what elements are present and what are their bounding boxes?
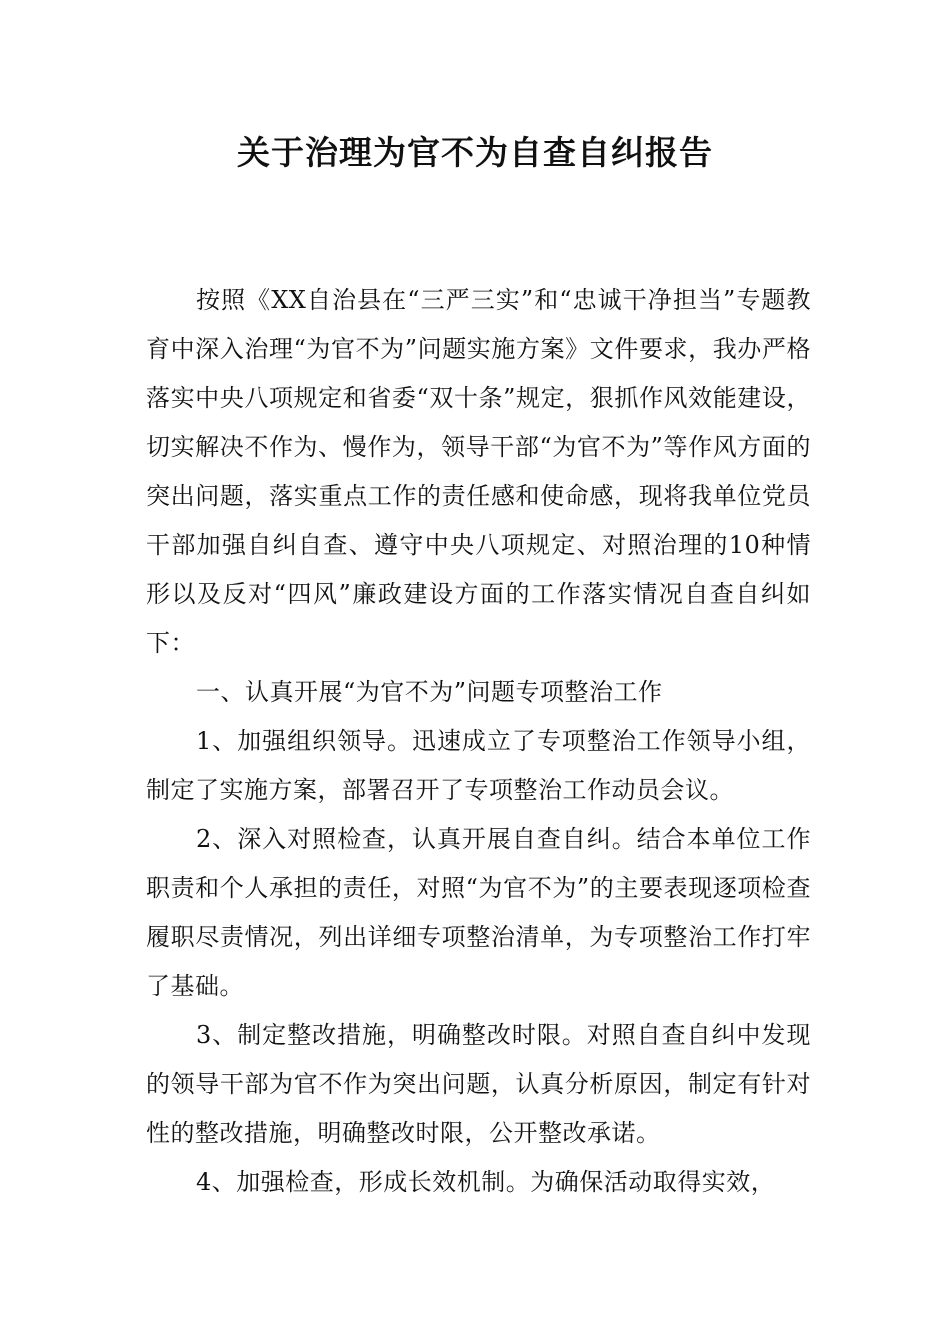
paragraph-item-4: 4、加强检查，形成长效机制。为确保活动取得实效，	[196, 1168, 776, 1196]
document-title: 关于治理为官不为自查自纠报告	[237, 133, 713, 172]
paragraph-item-3: 3、制定整改措施，明确整改时限。对照自查自纠中发现的领导干部为官不作为突出问题，认真分析原因，制定有针对性的整改措施，明确整改时限，公开整改承诺。	[146, 1021, 811, 1147]
paragraph-item-2: 2、深入对照检查，认真开展自查自纠。结合本单位工作职责和个人承担的责任，对照“为官不为”的主要表现逐项检查履职尽责情况，列出详细专项整治清单，为专项整治工作打牢了基础。	[146, 825, 811, 1000]
paragraph-intro: 按照《XX自治县在“三严三实”和“忠诚干净担当”专题教育中深入治理“为官不为”问题实施方案》文件要求，我办严格落实中央八项规定和省委“双十条”规定，狠抓作风效能建设，切实解决不作为、慢作为，领导干部“为官不为”等作风方面的突出问题，落实重点工作的责任感和使命感，现将我单位党员干部加强自纠自查、遵守中央八项规定、对照治理的10种情形以及反对“四风”廉政建设方面的工作落实情况自查自纠如下：	[146, 286, 811, 657]
section-heading-1: 一、认真开展“为官不为”问题专项整治工作	[196, 678, 663, 706]
document-body	[146, 276, 811, 1207]
paragraph-item-1: 1、加强组织领导。迅速成立了专项整治工作领导小组，制定了实施方案，部署召开了专项整治工作动员会议。	[146, 727, 811, 804]
